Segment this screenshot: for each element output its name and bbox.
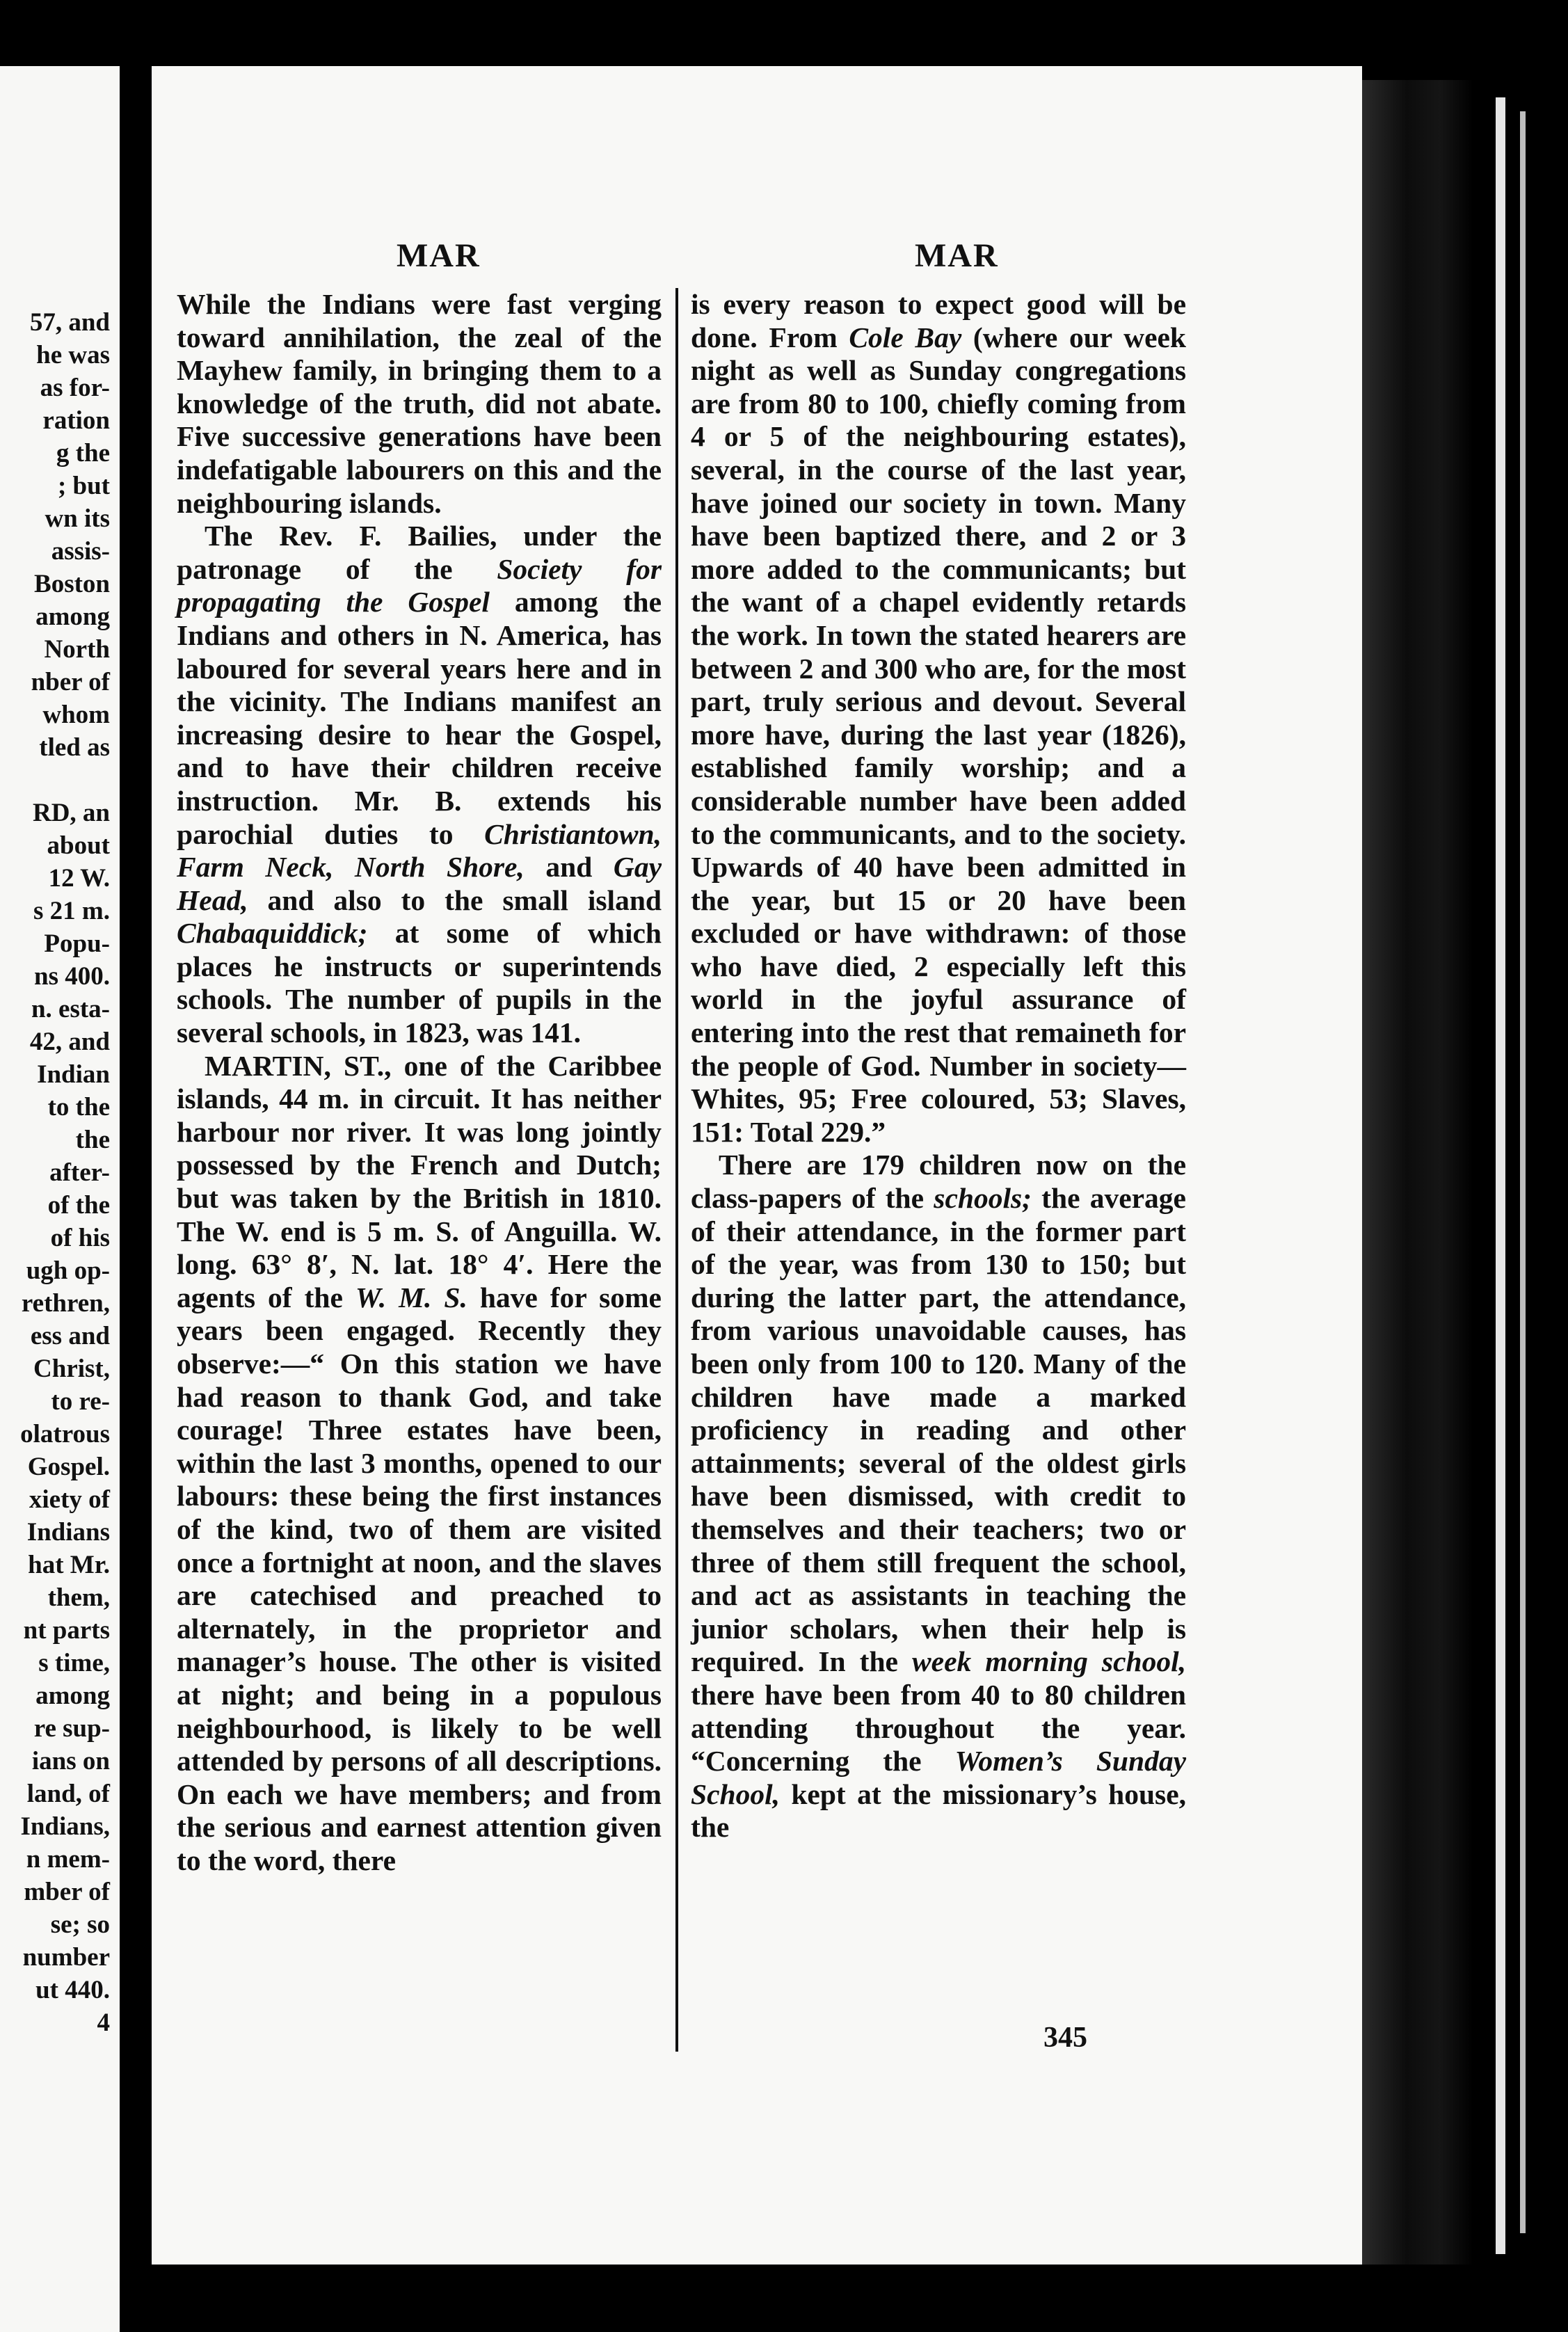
left-page-line: North [44,635,110,664]
left-page-line: mber of [24,1878,110,1906]
paragraph-p2: The Rev. F. Bailies, under the patronage of the Society for propagating the Gospel among the Indians and others in N. America, has laboured for several years here and in the vicinity. The Indians manifest an increasing desire to hear the Gospel, and to have their children receive instruction. Mr. B. extends his parochial duties to Christiantown, Farm Neck, North Shore, and Gay Head, and also to the small island Chabaquiddick; at some of which places he instructs or superintends schools. The number of pupils in the several schools, in 1823, was 141. [177,520,662,1049]
left-page-line: among [35,602,110,631]
left-page-line: ut 440. [35,1976,110,2004]
column-divider [675,288,678,2052]
left-page-line: whom [42,701,110,729]
left-page-line: wn its [45,504,110,533]
running-head-left: MAR [397,237,481,274]
left-page-line: s time, [38,1649,110,1677]
left-page-line: rethren, [21,1289,110,1318]
left-page-line: Boston [34,570,110,598]
left-page-line: Christ, [33,1355,110,1383]
paragraph-p4: is every reason to expect good will be done. From Cole Bay (where our week night as well as Sunday congregations are from 80 to 100, chiefly coming from 4 or 5 of the neighbouring estates), several, in the course of the last year, have joined our society in town. Many have been baptized there, and 2 or 3 more added to the communicants; but the want of a chapel evidently retards the work. In town the stated hearers are between 2 and 300 who are, for the most part, truly serious and devout. Several more have, during the last year (1826), established family worship; and a considerable number have been added to the communicants, and to the society. Upwards of 40 have been admitted in the year, but 15 or 20 have been excluded or have withdrawn: of those who have died, 2 especially left this world in the joyful assurance of entering into the rest that remaineth for the people of God. Number in society—Whites, 95; Free coloured, 53; Slaves, 151: Total 229.” [691,288,1186,1148]
left-page-line: ians on [31,1747,110,1775]
left-page-line: tled as [39,733,110,762]
left-page-line: ugh op- [26,1256,110,1285]
left-page-line: of his [50,1224,110,1252]
right-text-column [691,288,1186,1844]
paragraph-p5: There are 179 children now on the class-papers of the schools; the average of their attendance, in the former part of the year, was from 130 to 150; but during the latter part, the attendance, from various unavoidable causes, has been only from 100 to 120. Many of the children have made a marked proficiency in reading and other attainments; several of the oldest girls have been dismissed, with credit to themselves and their teachers; two or three of them still frequent the school, and act as assistants in teaching the junior scholars, when their help is required. In the week morning school, there have been from 40 to 80 children attending throughout the year. “Concerning the Women’s Sunday School, kept at the missionary’s house, the [691,1149,1186,1844]
left-page-line: as for- [40,374,110,402]
left-page-line: the [75,1126,110,1154]
left-page-line: Indians [26,1518,110,1547]
left-page-line: Popu- [44,929,110,958]
page-number: 345 [1043,2022,1087,2054]
left-page-line: Indians, [20,1812,110,1841]
left-page-line: Indian [37,1060,110,1089]
left-page-line: them, [47,1583,110,1612]
left-page-line: to re- [51,1387,110,1416]
left-page-line: s 21 m. [33,897,110,925]
left-page-line: g the [56,439,110,468]
page-edge-shadow [1362,80,1473,2265]
left-page-line: 12 W. [48,864,110,893]
left-page-line: about [47,831,110,860]
left-page-line: n. esta- [31,995,110,1023]
left-page-line: xiety of [29,1485,110,1514]
left-page-line: after- [49,1158,110,1187]
left-page-line: of the [47,1191,110,1220]
left-page-line: number [22,1943,110,1972]
left-page-line: ; but [57,472,110,500]
paragraph-p3: MARTIN, ST., one of the Caribbee islands, 44 m. in circuit. It has neither harbour nor river. It was long jointly possessed by the French and Dutch; but was taken by the British in 1810. The W. end is 5 m. S. of Anguilla. W. long. 63° 8′, N. lat. 18° 4′. Here the agents of the W. M. S. have for some years been engaged. Recently they observe:—“ On this station we have had reason to thank God, and take courage! Three estates have been, within the last 3 months, opened to our labours: these being the first instances of the kind, two of them are visited once a fortnight at noon, and the slaves are catechised and preached to alternately, in the proprietor and manager’s house. The other is visited at night; and being in a populous neighbourhood, is likely to be well attended by persons of all descriptions. On each we have members; and from the serious and earnest attention given to the word, there [177,1049,662,1876]
page-edge-strip-secondary [1520,111,1526,2233]
left-text-column [177,288,662,1878]
adjacent-page-fragment [0,66,120,2332]
left-page-line: land, of [26,1780,110,1808]
left-page-line: he was [36,341,110,369]
page-edge-strip [1496,97,1505,2254]
left-page-line: nber of [31,668,110,696]
paragraph-p1: While the Indians were fast verging toward annihilation, the zeal of the Mayhew family, in bringing them to a knowledge of the truth, did not abate. Five successive generations have been indefatigable labourers on this and the neighbouring islands. [177,288,662,519]
left-page-line: among [35,1682,110,1710]
left-page-line: se; so [50,1910,110,1939]
left-page-line: 42, and [29,1028,110,1056]
left-page-line: ess and [30,1322,110,1350]
left-page-line: ration [42,406,110,435]
left-page-line: n mem- [26,1845,110,1874]
left-page-line: assis- [51,537,110,566]
left-page-line: re sup- [33,1714,110,1743]
left-page-line: Gospel. [27,1453,110,1481]
left-page-line: olatrous [20,1420,110,1448]
left-page-line: RD, an [32,799,110,827]
left-page-line: ns 400. [34,962,110,991]
left-page-line: 57, and [29,308,110,337]
left-page-line: hat Mr. [28,1551,110,1579]
left-page-line: nt parts [23,1616,110,1645]
left-page-line: 4 [97,2008,110,2037]
running-head-right: MAR [915,237,999,274]
left-page-line: to the [47,1093,110,1121]
